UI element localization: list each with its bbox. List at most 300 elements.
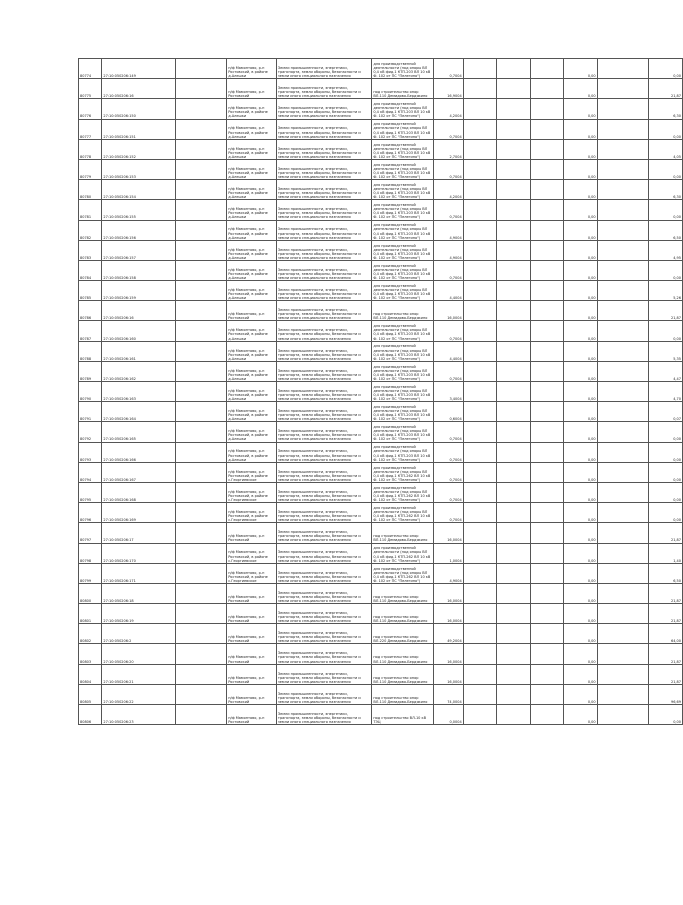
empty-cell: [497, 260, 530, 280]
empty-cell: [463, 200, 496, 220]
land-category-cell: Земли промышленности, энергетики, транспорта, земли обороны, безопасности и земли иного специального назначения: [276, 503, 371, 523]
cadastral-number-cell: 27:10:050206:166: [102, 442, 176, 462]
address-cell: п/ф Мамонтово, р-н Ростовский, в районе с.Георгиевское: [227, 482, 277, 502]
permitted-use-cell: под строительство опор ВЛ-110 Демидово-Бердякино: [372, 644, 434, 664]
empty-cell: [463, 503, 496, 523]
rate-cell: 0,00: [564, 79, 597, 99]
area-cell: 0,7004: [434, 422, 463, 442]
permitted-use-cell: для производственной деятельности (под опоры ВЛ 0,4 кВ фид.1 КТП-203 ВЛ 10 кВ Ф. 102 от ПС "Пелегино"): [372, 99, 434, 119]
empty-cell: [463, 321, 496, 341]
empty-cell: [463, 462, 496, 482]
land-category-cell: Земли промышленности, энергетики, транспорта, земли обороны, безопасности и земли иного специального назначения: [276, 200, 371, 220]
permitted-use-cell: для производственной деятельности (под опоры ВЛ 0,4 кВ фид.1 КТП-262 ВЛ 10 кВ Ф. 102 от ПС "Пелегино"): [372, 543, 434, 563]
empty-cell: [497, 99, 530, 119]
address-cell: п/ф Мамонтово, р-н Ростовский, в районе д.Алешки: [227, 159, 277, 179]
record-number-cell: 80795: [79, 482, 102, 502]
empty-cell: [176, 462, 227, 482]
empty-cell: [463, 139, 496, 159]
address-cell: п/ф Мамонтово, р-н Ростовский, в районе д.Алешки: [227, 139, 277, 159]
empty-cell: [497, 583, 530, 603]
permitted-use-cell: для производственной деятельности (под опоры ВЛ 0,4 кВ фид.1 КТП-203 ВЛ 10 кВ Ф. 102 от ПС "Пелегино"): [372, 402, 434, 422]
empty-cell: [530, 563, 563, 583]
permitted-use-cell: для производственной деятельности (под опоры ВЛ 0,4 кВ фид.1 КТП-203 ВЛ 10 кВ Ф. 102 от ПС "Пелегино"): [372, 422, 434, 442]
empty-cell: [597, 422, 649, 442]
table-row: [79, 361, 683, 381]
cadastral-number-cell: 27:10:050206:168: [102, 482, 176, 502]
empty-cell: [176, 220, 227, 240]
amount-cell: 6,30: [649, 99, 683, 119]
empty-cell: [497, 705, 530, 725]
rate-cell: 0,00: [564, 462, 597, 482]
cadastral-number-cell: 27:10:050206:2: [102, 624, 176, 644]
land-category-cell: Земли промышленности, энергетики, транспорта, земли обороны, безопасности и земли иного специального назначения: [276, 220, 371, 240]
land-category-cell: Земли промышленности, энергетики, транспорта, земли обороны, безопасности и земли иного специального назначения: [276, 79, 371, 99]
area-cell: 4,4004: [434, 281, 463, 301]
land-category-cell: Земли промышленности, энергетики, транспорта, земли обороны, безопасности и земли иного специального назначения: [276, 321, 371, 341]
table-row: [79, 482, 683, 502]
empty-cell: [463, 59, 496, 79]
rate-cell: 0,00: [564, 180, 597, 200]
land-category-cell: Земли промышленности, энергетики, транспорта, земли обороны, безопасности и земли иного специального назначения: [276, 260, 371, 280]
land-category-cell: Земли промышленности, энергетики, транспорта, земли обороны, безопасности и земли иного специального назначения: [276, 402, 371, 422]
land-category-cell: Земли промышленности, энергетики, транспорта, земли обороны, безопасности и земли иного специального назначения: [276, 705, 371, 725]
land-category-cell: Земли промышленности, энергетики, транспорта, земли обороны, безопасности и земли иного специального назначения: [276, 583, 371, 603]
cadastral-number-cell: 27:10:050206:155: [102, 200, 176, 220]
empty-cell: [597, 563, 649, 583]
empty-cell: [463, 79, 496, 99]
empty-cell: [463, 684, 496, 704]
area-cell: 49,2004: [434, 624, 463, 644]
address-cell: п/ф Мамонтово, р-н Ростовский, в районе с.Георгиевское: [227, 503, 277, 523]
empty-cell: [463, 402, 496, 422]
empty-cell: [530, 260, 563, 280]
empty-cell: [463, 442, 496, 462]
land-category-cell: Земли промышленности, энергетики, транспорта, земли обороны, безопасности и земли иного специального назначения: [276, 240, 371, 260]
cadastral-number-cell: 27:10:050206:170: [102, 543, 176, 563]
empty-cell: [176, 644, 227, 664]
cadastral-number-cell: 27:10:050206:171: [102, 563, 176, 583]
record-number-cell: 80806: [79, 705, 102, 725]
empty-cell: [597, 321, 649, 341]
land-category-cell: Земли промышленности, энергетики, транспорта, земли обороны, безопасности и земли иного специального назначения: [276, 644, 371, 664]
address-cell: п/ф Мамонтово, р-н Ростовский, в районе д.Алешки: [227, 361, 277, 381]
rate-cell: 0,00: [564, 99, 597, 119]
empty-cell: [497, 200, 530, 220]
cadastral-number-cell: 27:10:050206:20: [102, 644, 176, 664]
record-number-cell: 80786: [79, 301, 102, 321]
record-number-cell: 80794: [79, 462, 102, 482]
empty-cell: [176, 361, 227, 381]
address-cell: п/ф Мамонтово, р-н Ростовский, в районе д.Алешки: [227, 281, 277, 301]
land-category-cell: Земли промышленности, энергетики, транспорта, земли обороны, безопасности и земли иного специального назначения: [276, 281, 371, 301]
cadastral-number-cell: 27:10:050206:157: [102, 240, 176, 260]
rate-cell: 0,00: [564, 503, 597, 523]
land-category-cell: Земли промышленности, энергетики, транспорта, земли обороны, безопасности и земли иного специального назначения: [276, 119, 371, 139]
empty-cell: [530, 341, 563, 361]
empty-cell: [176, 240, 227, 260]
empty-cell: [497, 119, 530, 139]
empty-cell: [176, 503, 227, 523]
permitted-use-cell: для производственной деятельности (под опоры ВЛ 0,4 кВ фид.1 КТП-203 ВЛ 10 кВ Ф. 102 от ПС "Пелегино"): [372, 321, 434, 341]
record-number-cell: 80774: [79, 59, 102, 79]
permitted-use-cell: для производственной деятельности (под опоры ВЛ 0,4 кВ фид.1 КТП-203 ВЛ 10 кВ Ф. 102 от ПС "Пелегино"): [372, 341, 434, 361]
empty-cell: [497, 361, 530, 381]
table-row: [79, 321, 683, 341]
rate-cell: 0,00: [564, 341, 597, 361]
empty-cell: [176, 119, 227, 139]
address-cell: п/ф Мамонтово, р-н Ростовский: [227, 684, 277, 704]
address-cell: п/ф Мамонтово, р-н Ростовский: [227, 523, 277, 543]
empty-cell: [497, 180, 530, 200]
record-number-cell: 80779: [79, 159, 102, 179]
area-cell: 16,9004: [434, 79, 463, 99]
amount-cell: 1,40: [649, 543, 683, 563]
address-cell: п/ф Мамонтово, р-н Ростовский, в районе с.Георгиевское: [227, 543, 277, 563]
area-cell: 0,7004: [434, 119, 463, 139]
cadastral-number-cell: 27:10:050206:162: [102, 361, 176, 381]
cadastral-number-cell: 27:10:050206:17: [102, 523, 176, 543]
address-cell: п/ф Мамонтово, р-н Ростовский, в районе д.Алешки: [227, 200, 277, 220]
cadastral-number-cell: 27:10:050206:22: [102, 684, 176, 704]
record-number-cell: 80798: [79, 543, 102, 563]
empty-cell: [530, 361, 563, 381]
cadastral-number-cell: 27:10:050206:153: [102, 159, 176, 179]
cadastral-number-cell: 27:10:050206:160: [102, 321, 176, 341]
area-cell: 0,7004: [434, 321, 463, 341]
empty-cell: [597, 382, 649, 402]
empty-cell: [597, 482, 649, 502]
empty-cell: [530, 664, 563, 684]
table-row: [79, 523, 683, 543]
address-cell: п/ф Мамонтово, р-н Ростовский: [227, 604, 277, 624]
empty-cell: [176, 705, 227, 725]
rate-cell: 0,00: [564, 159, 597, 179]
cadastral-number-cell: 27:10:050206:169: [102, 503, 176, 523]
empty-cell: [597, 281, 649, 301]
record-number-cell: 80788: [79, 341, 102, 361]
area-cell: 0,6004: [434, 402, 463, 422]
table-row: [79, 462, 683, 482]
area-cell: 4,4004: [434, 341, 463, 361]
rate-cell: 0,00: [564, 482, 597, 502]
cadastral-number-cell: 27:10:050206:161: [102, 341, 176, 361]
address-cell: п/ф Мамонтово, р-н Ростовский, в районе д.Алешки: [227, 119, 277, 139]
amount-cell: 0,00: [649, 119, 683, 139]
amount-cell: 0,07: [649, 402, 683, 422]
record-number-cell: 80796: [79, 503, 102, 523]
empty-cell: [530, 139, 563, 159]
empty-cell: [597, 99, 649, 119]
permitted-use-cell: для производственной деятельности (под опоры ВЛ 0,4 кВ фид.1 КТП-262 ВЛ 10 кВ Ф. 102 от ПС "Пелегино"): [372, 563, 434, 583]
empty-cell: [530, 59, 563, 79]
amount-cell: 5,26: [649, 281, 683, 301]
record-number-cell: 80802: [79, 624, 102, 644]
record-number-cell: 80775: [79, 79, 102, 99]
table-row: [79, 139, 683, 159]
table-row: [79, 442, 683, 462]
rate-cell: 0,00: [564, 321, 597, 341]
empty-cell: [597, 664, 649, 684]
rate-cell: 0,00: [564, 523, 597, 543]
address-cell: п/ф Мамонтово, р-н Ростовский, в районе д.Алешки: [227, 442, 277, 462]
permitted-use-cell: под строительство опор ВЛ-110 Демидово-Бердякино: [372, 664, 434, 684]
empty-cell: [176, 684, 227, 704]
empty-cell: [597, 301, 649, 321]
amount-cell: 21,87: [649, 664, 683, 684]
land-category-cell: Земли промышленности, энергетики, транспорта, земли обороны, безопасности и земли иного специального назначения: [276, 624, 371, 644]
area-cell: 2,7004: [434, 139, 463, 159]
cadastral-number-cell: 27:10:050206:149: [102, 59, 176, 79]
land-category-cell: Земли промышленности, энергетики, транспорта, земли обороны, безопасности и земли иного специального назначения: [276, 462, 371, 482]
table-row: [79, 200, 683, 220]
empty-cell: [530, 79, 563, 99]
record-number-cell: 80803: [79, 644, 102, 664]
empty-cell: [497, 624, 530, 644]
record-number-cell: 80780: [79, 180, 102, 200]
cadastral-number-cell: 27:10:050206:151: [102, 119, 176, 139]
empty-cell: [597, 159, 649, 179]
table-row: [79, 220, 683, 240]
address-cell: п/ф Мамонтово, р-н Ростовский, в районе д.Алешки: [227, 99, 277, 119]
permitted-use-cell: для производственной деятельности (под опоры ВЛ 0,4 кВ фид.1 КТП-203 ВЛ 10 кВ Ф. 102 от ПС "Пелегино"): [372, 382, 434, 402]
record-number-cell: 80801: [79, 604, 102, 624]
land-category-cell: Земли промышленности, энергетики, транспорта, земли обороны, безопасности и земли иного специального назначения: [276, 301, 371, 321]
empty-cell: [597, 462, 649, 482]
cadastral-number-cell: 27:10:050206:154: [102, 180, 176, 200]
permitted-use-cell: под строительство опор ВЛ-110 Демидово-Бердякино: [372, 583, 434, 603]
empty-cell: [597, 180, 649, 200]
empty-cell: [176, 523, 227, 543]
table-row: [79, 402, 683, 422]
cadastral-number-cell: 27:10:050206:152: [102, 139, 176, 159]
table-row: [79, 180, 683, 200]
empty-cell: [176, 563, 227, 583]
land-category-cell: Земли промышленности, энергетики, транспорта, земли обороны, безопасности и земли иного специального назначения: [276, 159, 371, 179]
table-row: [79, 604, 683, 624]
area-cell: 0,7004: [434, 482, 463, 502]
rate-cell: 0,00: [564, 644, 597, 664]
empty-cell: [463, 180, 496, 200]
address-cell: п/ф Мамонтово, р-н Ростовский, в районе д.Алешки: [227, 341, 277, 361]
amount-cell: 21,87: [649, 79, 683, 99]
empty-cell: [497, 79, 530, 99]
area-cell: 0,7004: [434, 442, 463, 462]
empty-cell: [497, 382, 530, 402]
permitted-use-cell: под строительство опор ВЛ-110 Демидово-Бердякино: [372, 301, 434, 321]
area-cell: 0,7004: [434, 462, 463, 482]
amount-cell: 0,00: [649, 159, 683, 179]
empty-cell: [597, 341, 649, 361]
empty-cell: [497, 664, 530, 684]
empty-cell: [530, 604, 563, 624]
empty-cell: [597, 523, 649, 543]
table-row: [79, 119, 683, 139]
rate-cell: 0,00: [564, 422, 597, 442]
rate-cell: 0,00: [564, 442, 597, 462]
table-row: [79, 99, 683, 119]
permitted-use-cell: для производственной деятельности (под опоры ВЛ 0,4 кВ фид.1 КТП-203 ВЛ 10 кВ Ф. 102 от ПС "Пелегино"): [372, 361, 434, 381]
permitted-use-cell: для производственной деятельности (под опоры ВЛ 0,4 кВ фид.1 КТП-203 ВЛ 10 кВ Ф. 102 от ПС "Пелегино"): [372, 200, 434, 220]
empty-cell: [597, 543, 649, 563]
amount-cell: 0,00: [649, 462, 683, 482]
empty-cell: [176, 281, 227, 301]
permitted-use-cell: для производственной деятельности (под опоры ВЛ 0,4 кВ фид.1 КТП-203 ВЛ 10 кВ Ф. 102 от ПС "Пелегино"): [372, 119, 434, 139]
empty-cell: [530, 422, 563, 442]
table-row: [79, 664, 683, 684]
area-cell: 16,0004: [434, 664, 463, 684]
land-category-cell: Земли промышленности, энергетики, транспорта, земли обороны, безопасности и земли иного специального назначения: [276, 604, 371, 624]
amount-cell: 21,87: [649, 523, 683, 543]
empty-cell: [530, 180, 563, 200]
empty-cell: [463, 422, 496, 442]
empty-cell: [497, 422, 530, 442]
land-category-cell: Земли промышленности, энергетики, транспорта, земли обороны, безопасности и земли иного специального назначения: [276, 684, 371, 704]
record-number-cell: 80792: [79, 422, 102, 442]
empty-cell: [463, 482, 496, 502]
address-cell: п/ф Мамонтово, р-н Ростовский, в районе д.Алешки: [227, 240, 277, 260]
rate-cell: 0,00: [564, 402, 597, 422]
empty-cell: [530, 119, 563, 139]
cadastral-number-cell: 27:10:050206:159: [102, 281, 176, 301]
empty-cell: [463, 220, 496, 240]
address-cell: п/ф Мамонтово, р-н Ростовский, в районе с.Георгиевское: [227, 563, 277, 583]
empty-cell: [463, 361, 496, 381]
empty-cell: [463, 604, 496, 624]
rate-cell: 0,00: [564, 705, 597, 725]
rate-cell: 0,00: [564, 684, 597, 704]
empty-cell: [530, 321, 563, 341]
empty-cell: [176, 482, 227, 502]
empty-cell: [597, 139, 649, 159]
rate-cell: 0,00: [564, 382, 597, 402]
land-category-cell: Земли промышленности, энергетики, транспорта, земли обороны, безопасности и земли иного специального назначения: [276, 59, 371, 79]
table-row: [79, 644, 683, 664]
cadastral-number-cell: 27:10:050206:165: [102, 422, 176, 442]
permitted-use-cell: для производственной деятельности (под опоры ВЛ 0,4 кВ фид.1 КТП-203 ВЛ 10 кВ Ф. 102 от ПС "Пелегино"): [372, 59, 434, 79]
table-row: [79, 543, 683, 563]
rate-cell: 0,00: [564, 604, 597, 624]
empty-cell: [497, 402, 530, 422]
rate-cell: 0,00: [564, 361, 597, 381]
permitted-use-cell: под строительство опор ВЛ-220 Демидово-Бердякино: [372, 624, 434, 644]
empty-cell: [497, 503, 530, 523]
amount-cell: 0,00: [649, 422, 683, 442]
record-number-cell: 80799: [79, 563, 102, 583]
empty-cell: [497, 482, 530, 502]
area-cell: 16,0004: [434, 644, 463, 664]
record-number-cell: 80804: [79, 664, 102, 684]
empty-cell: [497, 442, 530, 462]
amount-cell: 4,95: [649, 240, 683, 260]
address-cell: п/ф Мамонтово, р-н Ростовский, в районе д.Алешки: [227, 402, 277, 422]
empty-cell: [176, 139, 227, 159]
table-row: [79, 684, 683, 704]
permitted-use-cell: для производственной деятельности (под опоры ВЛ 0,4 кВ фид.1 КТП-203 ВЛ 10 кВ Ф. 102 от ПС "Пелегино"): [372, 180, 434, 200]
land-category-cell: Земли промышленности, энергетики, транспорта, земли обороны, безопасности и земли иного специального назначения: [276, 341, 371, 361]
empty-cell: [530, 281, 563, 301]
amount-cell: 0,00: [649, 705, 683, 725]
empty-cell: [597, 119, 649, 139]
empty-cell: [597, 442, 649, 462]
empty-cell: [497, 684, 530, 704]
area-cell: 4,9004: [434, 563, 463, 583]
table-row: [79, 382, 683, 402]
empty-cell: [497, 462, 530, 482]
empty-cell: [176, 402, 227, 422]
empty-cell: [597, 59, 649, 79]
empty-cell: [597, 503, 649, 523]
rate-cell: 0,00: [564, 139, 597, 159]
empty-cell: [176, 180, 227, 200]
rate-cell: 0,00: [564, 301, 597, 321]
amount-cell: 21,87: [649, 604, 683, 624]
area-cell: 16,0004: [434, 583, 463, 603]
permitted-use-cell: под строительство опор ВЛ-110 Демидово-Бердякино: [372, 523, 434, 543]
cadastral-number-cell: 27:10:050206:19: [102, 604, 176, 624]
empty-cell: [530, 159, 563, 179]
empty-cell: [463, 563, 496, 583]
empty-cell: [497, 604, 530, 624]
empty-cell: [530, 624, 563, 644]
record-number-cell: 80778: [79, 139, 102, 159]
address-cell: п/ф Мамонтово, р-н Ростовский: [227, 583, 277, 603]
empty-cell: [597, 644, 649, 664]
cadastral-number-cell: 27:10:050206:158: [102, 260, 176, 280]
empty-cell: [463, 341, 496, 361]
empty-cell: [176, 583, 227, 603]
empty-cell: [597, 79, 649, 99]
rate-cell: 0,00: [564, 624, 597, 644]
address-cell: п/ф Мамонтово, р-н Ростовский, в районе с.Георгиевское: [227, 462, 277, 482]
address-cell: п/ф Мамонтово, р-н Ростовский: [227, 644, 277, 664]
table-row: [79, 624, 683, 644]
permitted-use-cell: для производственной деятельности (под опоры ВЛ 0,4 кВ фид.1 КТП-203 ВЛ 10 кВ Ф. 102 от ПС "Пелегино"): [372, 260, 434, 280]
land-registry-table: [78, 58, 683, 725]
empty-cell: [497, 159, 530, 179]
amount-cell: 21,87: [649, 583, 683, 603]
area-cell: 4,2004: [434, 99, 463, 119]
empty-cell: [497, 240, 530, 260]
empty-cell: [530, 543, 563, 563]
address-cell: п/ф Мамонтово, р-н Ростовский, в районе д.Алешки: [227, 382, 277, 402]
empty-cell: [463, 260, 496, 280]
empty-cell: [530, 220, 563, 240]
empty-cell: [176, 604, 227, 624]
record-number-cell: 80787: [79, 321, 102, 341]
empty-cell: [463, 301, 496, 321]
area-cell: 1,0004: [434, 543, 463, 563]
empty-cell: [176, 664, 227, 684]
cadastral-number-cell: 27:10:050206:23: [102, 705, 176, 725]
empty-cell: [597, 240, 649, 260]
land-category-cell: Земли промышленности, энергетики, транспорта, земли обороны, безопасности и земли иного специального назначения: [276, 442, 371, 462]
table-row: [79, 422, 683, 442]
empty-cell: [176, 624, 227, 644]
address-cell: п/ф Мамонтово, р-н Ростовский, в районе д.Алешки: [227, 321, 277, 341]
table-row: [79, 59, 683, 79]
record-number-cell: 80783: [79, 240, 102, 260]
area-cell: 74,0004: [434, 684, 463, 704]
empty-cell: [597, 604, 649, 624]
amount-cell: 0,00: [649, 200, 683, 220]
amount-cell: 4,05: [649, 139, 683, 159]
empty-cell: [176, 59, 227, 79]
record-number-cell: 80784: [79, 260, 102, 280]
land-category-cell: Земли промышленности, энергетики, транспорта, земли обороны, безопасности и земли иного специального назначения: [276, 139, 371, 159]
record-number-cell: 80776: [79, 99, 102, 119]
record-number-cell: 80789: [79, 361, 102, 381]
area-cell: 0,7004: [434, 200, 463, 220]
